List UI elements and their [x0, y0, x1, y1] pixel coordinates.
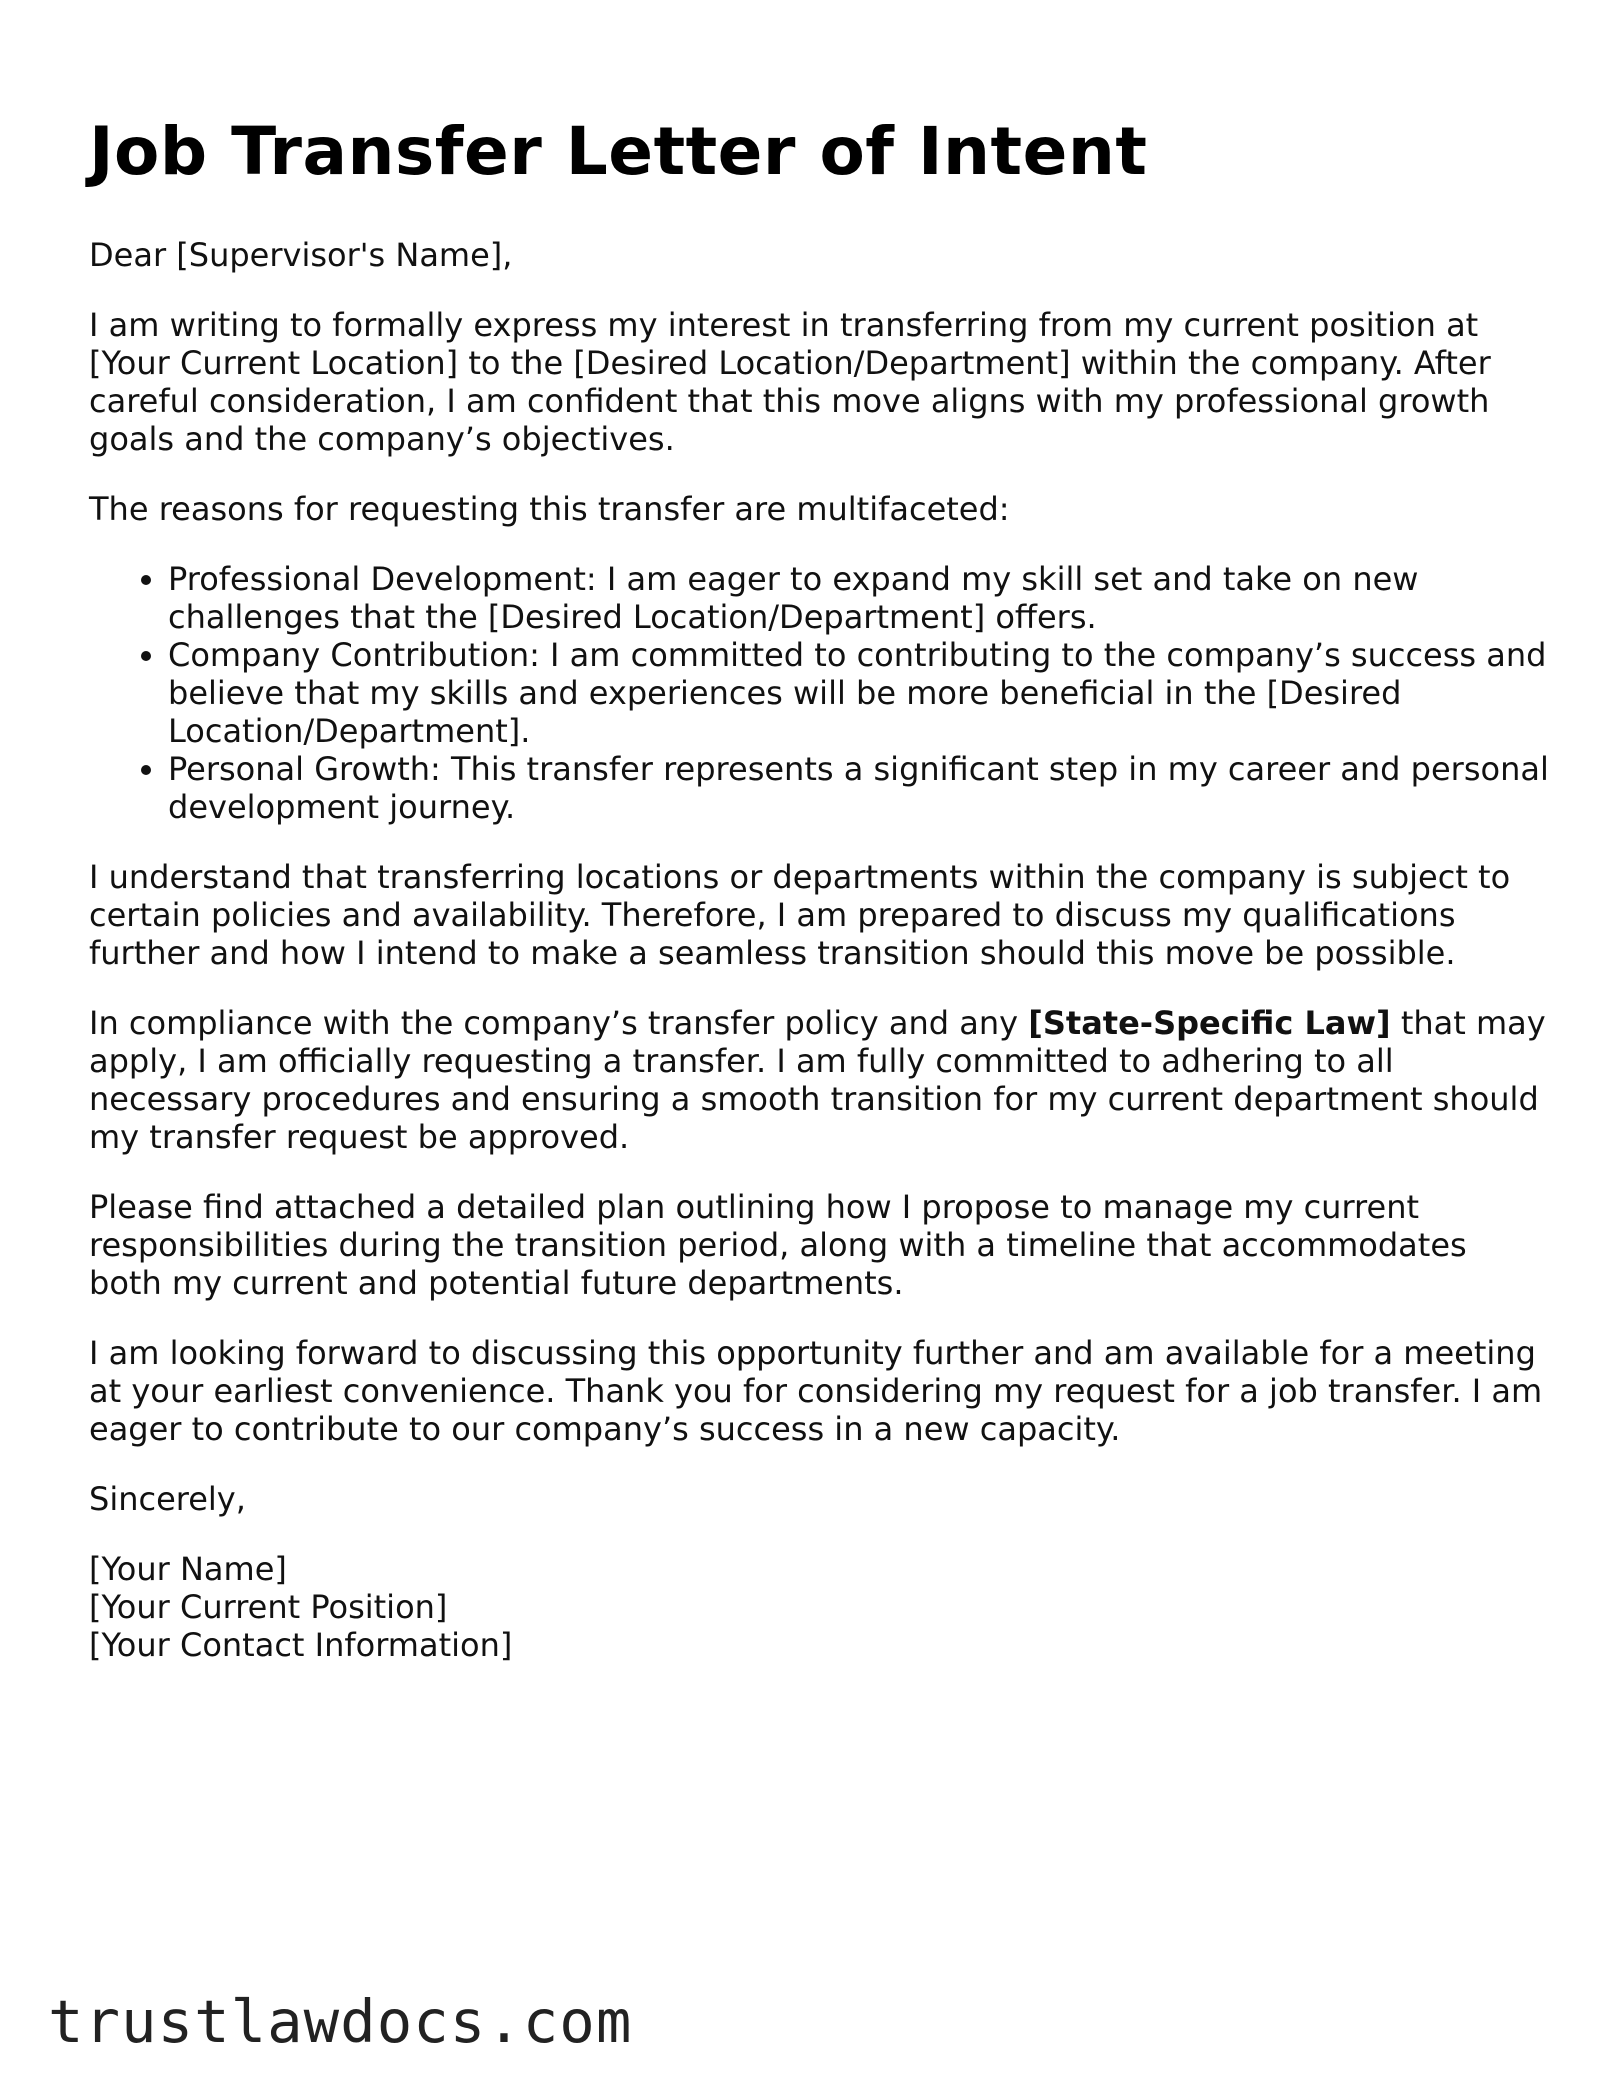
compliance-text-after: that may apply, I am officially requesting a transfer. I am fully committed to adhering to all necessary procedures and ensuring a smooth transition for my current department should my transfer request be approved.: [89, 1004, 1546, 1156]
salutation: Dear [Supervisor's Name],: [89, 236, 513, 274]
compliance-text-before: In compliance with the company’s transfer policy and any: [89, 1004, 1029, 1042]
understanding-paragraph: I understand that transferring locations or departments within the company is subject to certain policies and availability. Therefore, I am prepared to discuss my qualifications further and how I intend to make a seamless transition should this move be possible.: [89, 858, 1511, 972]
reasons-list: [89, 560, 1549, 826]
list-item: • Professional Development: I am eager to expand my skill set and take on new challenges that the [Desired Location/Department] offers.: [168, 560, 1549, 636]
page-title: Job Transfer Letter of Intent: [89, 113, 1148, 190]
list-item: • Company Contribution: I am committed to contributing to the company’s success and believe that my skills and experiences will be more beneficial in the [Desired Location/Department].: [168, 636, 1549, 750]
signature-block: [89, 1550, 1549, 1664]
intro-paragraph: I am writing to formally express my interest in transferring from my current position at [Your Current Location] to the [Desired Location/Department] within the company. After careful consideration, I am confident that this move aligns with my professional growth goals and the company’s objectives.: [89, 306, 1491, 458]
signature-position: [Your Current Position]: [89, 1588, 448, 1626]
watermark: trustlawdocs.com: [48, 1987, 633, 2056]
state-law-placeholder: [State-Specific Law]: [1028, 1004, 1391, 1042]
signature-contact: [Your Contact Information]: [89, 1626, 513, 1664]
letter-page: [89, 110, 1549, 1664]
compliance-paragraph: [89, 1004, 1549, 1156]
reasons-lead: The reasons for requesting this transfer are multifaceted:: [89, 490, 1010, 528]
closing-paragraph: I am looking forward to discussing this opportunity further and am available for a meeting at your earliest convenience. Thank you for considering my request for a job transfer. I am eager to contribute to our company’s success in a new capacity.: [89, 1334, 1543, 1448]
closing: Sincerely,: [89, 1480, 246, 1518]
list-item: • Personal Growth: This transfer represents a significant step in my career and personal development journey.: [168, 750, 1549, 826]
signature-name: [Your Name]: [89, 1550, 287, 1588]
attachment-paragraph: Please find attached a detailed plan outlining how I propose to manage my current responsibilities during the transition period, along with a timeline that accommodates both my current and potential future departments.: [89, 1188, 1467, 1302]
